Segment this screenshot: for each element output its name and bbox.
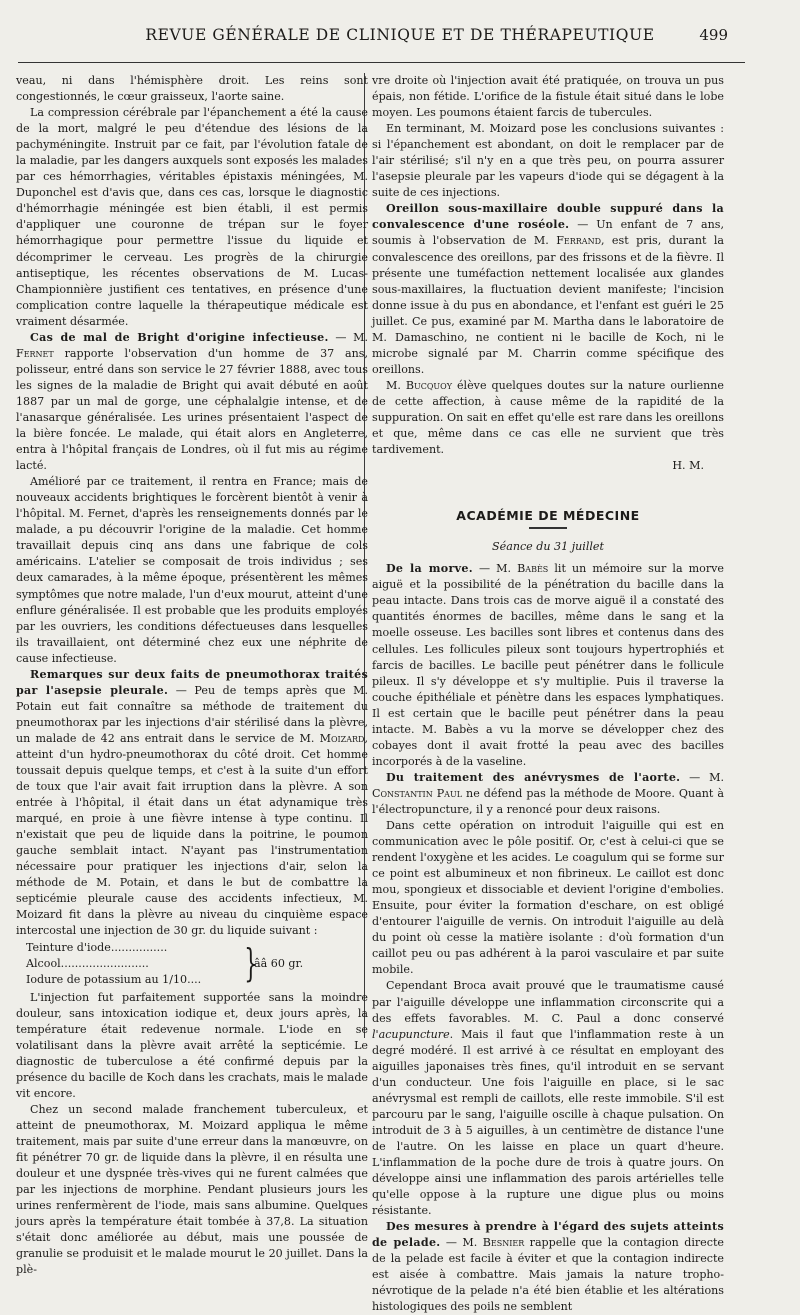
paragraph: vre droite où l'injection avait été pratiquée, on trouva un pus épais, non fétide. L'orifice de la fistule était situé dans le lobe moyen. Les poumons étaient farcis de tubercules. xyxy=(372,74,724,120)
author-name: Bucquoy xyxy=(405,378,453,392)
author-name: Moizard xyxy=(319,731,365,745)
article-heading: Cas de mal de Bright d'origine infectieuse. xyxy=(30,330,329,344)
running-head: REVUE GÉNÉRALE DE CLINIQUE ET DE THÉRAPEUTIQUE xyxy=(145,26,655,44)
formula-dose: ââ 60 gr. xyxy=(254,956,304,970)
article-heading: De la morve. xyxy=(386,562,473,576)
right-column xyxy=(372,73,724,1315)
emphasis: l'acupuncture xyxy=(372,1027,450,1041)
left-column xyxy=(16,73,368,1278)
paragraph: L'injection fut parfaitement supportée sans la moindre douleur, sans intoxication iodique et, deux jours après, la température était redevenue normale. L'iode en se volatilisant dans la plèvre avait arrêté la septicémie. Le diagnostic de tuberculose a été confirmé depuis par la présence du bacille de Koch dans les crachats, mais le malade vit encore. xyxy=(16,990,368,1100)
article-paragraph: Cas de mal de Bright d'origine infectieuse. — M. Fernet rapporte l'observation d'un homme de 37 ans, polisseur, entré dans son service le 27 février 1888, avec tous les signes de la maladie de Bright qui avait débuté en août 1887 par un mal de gorge, une céphalalgie intense, et de l'anasarque généralisée. Les urines présentaient l'aspect de la bière foncée. Le malade, qui était alors en Angleterre, entra à l'hôpital français de Londres, où il fut mis au régime lacté. xyxy=(16,330,368,473)
page-header xyxy=(0,0,800,64)
paragraph: Amélioré par ce traitement, il rentra en France; mais de nouveaux accidents brightiques le forcèrent bientôt à venir à l'hôpital. M. Fernet, d'après les renseignements donnés par le malade, a pu découvrir l'origine de la maladie. Cet homme travaillait depuis cinq ans dans une fabrique de cols américains. L'atelier se composait de trois individus ; ses deux camarades, à la même époque, présentèrent les mêmes symptômes que notre malade, l'un d'eux mourut, atteint d'une enflure généralisée. Il est probable que les produits employés par les ouvriers, les conditions défectueuses dans lesquelles ils travaillaient, ont déterminé chez eux une néphrite de cause infectieuse. xyxy=(16,475,368,665)
section-rule xyxy=(529,527,567,529)
formula-block xyxy=(16,940,368,988)
header-rule xyxy=(18,62,745,63)
formula-line: Iodure de potassium au 1/10.... xyxy=(26,972,202,986)
formula-line: Teinture d'iode................ xyxy=(26,940,168,954)
article-paragraph: Remarques sur deux faits de pneumothorax traités par l'asepsie pleurale. — Peu de temps après que M. Potain eut fait connaître sa méthode de traitement du pneumothorax par les injections d'air stérilisé dans la plèvre, un malade de 42 ans entrait dans le service de M. Moizard, atteint d'un hydro-pneumothorax du côté droit. Cet homme toussait depuis quelque temps, et c'est à la suite d'un effort de toux que l'air avait fait irruption dans la plèvre. A son entrée à l'hôpital, il était dans un état adynamique très marqué, en proie à une fièvre intense à type continu. Il n'existait que peu de liquide dans la poitrine, le poumon gauche semblait intact. N'ayant pas l'instrumentation nécessaire pour pratiquer les injections d'air, selon la méthode de M. Potain, et dans le but de combattre la septicémie pleurale cause des accidents infectieux, M. Moizard fit dans la plèvre au niveau du cinquième espace intercostal une injection de 30 gr. du liquide suivant : xyxy=(16,667,368,938)
article-heading: Remarques sur deux faits de pneumothorax traités par l'asepsie pleurale. xyxy=(16,667,368,697)
author-name: Constantin Paul xyxy=(372,786,463,800)
paragraph: veau, ni dans l'hémisphère droit. Les reins sont congestionnés, le cœur graisseux, l'aorte saine. xyxy=(16,74,368,104)
article-heading: Des mesures à prendre à l'égard des sujets atteints de pelade. xyxy=(372,1220,724,1250)
signature: H. M. xyxy=(672,459,704,473)
section-title: ACADÉMIE DE MÉDECINE xyxy=(456,508,640,524)
paragraph: En terminant, M. Moizard pose les conclusions suivantes : si l'épanchement est abondant, on doit le remplacer par de l'air stérilisé; s'il n'y en a que très peu, on pourra assurer l'asepsie pleurale par les vapeurs d'iode qui se dégagent à la suite de ces injections. xyxy=(372,122,724,200)
author-name: Ferrand xyxy=(556,234,601,248)
article-paragraph: Oreillon sous-maxillaire double suppuré dans la convalescence d'une roséole. — Un enfant de 7 ans, soumis à l'observation de M. Ferrand, est pris, durant la convalescence des oreillons, par des frissons et de la fièvre. Il présente une tuméfaction nettement localisée aux glandes sous-maxillaires, la fluctuation devient manifeste; l'incision donne issue à du pus en abondance, et l'enfant est guéri le 25 juillet. Ce pus, examiné par M. Martha dans le laboratoire de M. Damaschino, ne contient ni le bacille de Koch, ni le microbe signalé par M. Charrin comme spécifique des oreillons. xyxy=(372,202,725,376)
article-paragraph: Du traitement des anévrysmes de l'aorte. — M. Constantin Paul ne défend pas la méthode de Moore. Quant à l'électropuncture, il y a renoncé pour deux raisons. xyxy=(372,770,724,816)
session-date: Séance du 31 juillet xyxy=(492,540,604,554)
article-heading: Oreillon sous-maxillaire double suppuré dans la convalescence d'une roséole. xyxy=(372,202,724,232)
author-name: Babès xyxy=(517,562,549,576)
article-heading: Du traitement des anévrysmes de l'aorte. xyxy=(386,770,681,784)
article-paragraph: De la morve. — M. Babès lit un mémoire sur la morve aiguë et la possibilité de la pénétration du bacille dans la peau intacte. Dans trois cas de morve aiguë il a constaté des quantités énormes de bacilles, même dans le sang et la moelle osseuse. Les bacilles sont libres et contenus dans des cellules. Les follicules pileux sont toujours hypertrophiés et farcis de bacilles. Le bacille peut pénétrer dans le follicule pileux. Il s'y développe et s'y multiplie. Puis il traverse la couche épithéliale et pénètre dans les espaces lymphatiques. Il est certain que le bacille peut pénétrer dans la peau intacte. M. Babès a vu la morve se développer chez des cobayes dont il avait frotté la peau avec des bacilles incorporés à de la vaseline. xyxy=(372,562,724,768)
author-name: Besnier xyxy=(482,1236,525,1250)
page-number: 499 xyxy=(699,26,728,44)
article-paragraph: Des mesures à prendre à l'égard des sujets atteints de pelade. — M. Besnier rappelle que la contagion directe de la pelade est facile à éviter et que la contagion indirecte est aisée à combattre. Mais jamais la nature tropho-névrotique de la pelade n'a été bien établie et les altérations histologiques des poils ne semblent xyxy=(372,1220,724,1314)
formula-line: Alcool......................... xyxy=(26,956,149,970)
paragraph: Cependant Broca avait prouvé que le traumatisme causé par l'aiguille développe une inflammation circonscrite qui a des effets favorables. M. C. Paul a donc conservé l'acupuncture. Mais il faut que l'inflammation reste à un degré modéré. Il est arrivé à ce résultat en employant des aiguilles japonaises très fines, qu'il introduit en se servant d'un conducteur. Une fois l'aiguille en place, si le sac anévrysmal est rempli de caillots, elle reste immobile. S'il est parcouru par le sang, l'aiguille oscille à chaque pulsation. On introduit de 3 à 5 aiguilles, à un centimètre de distance l'une de l'autre. On les laisse en place un quart d'heure. L'inflammation de la poche dure de trois à quatre jours. On développe ainsi une inflammation des parois artérielles telle qu'elle oppose à la rupture une digue plus ou moins résistante. xyxy=(372,979,724,1218)
brace-glyph: } xyxy=(244,940,258,985)
paragraph: La compression cérébrale par l'épanchement a été la cause de la mort, malgré le peu d'étendue des lésions de la pachyméningite. Instruit par ce fait, par l'évolution fatale de la maladie, par les dangers auxquels sont exposés les malades par ces hémorrhagies, véritables épistaxis méningées, M. Duponchel est d'avis que, dans ces cas, lorsque le diagnostic d'hémorrhagie méningée est bien établi, il est permis d'appliquer une couronne de trépan sur le foyer hémorrhagique pour permettre l'issue du liquide et décomprimer le cerveau. Les progrès de la chirurgie antiseptique, les récentes observations de M. Lucas-Championnière justifient ces tentatives, en présence d'une complication contre laquelle la thérapeutique médicale est vraiment désarmée. xyxy=(16,106,368,328)
paragraph: Chez un second malade franchement tuberculeux, et atteint de pneumothorax, M. Moizard appliqua le même traitement, mais par suite d'une erreur dans la manœuvre, on fit pénétrer 70 gr. de liquide dans la plèvre, il en résulta une douleur et une dyspnée très-vives qui ne furent calmées que par les injections de morphine. Pendant plusieurs jours les urines renfermèrent de l'iode, mais sans albumine. Quelques jours après la température était tombée à 37,8. La situation s'était donc améliorée au début, mais une poussée de granulie se produisit et le malade mourut le 20 juillet. Dans la plè- xyxy=(16,1102,368,1277)
article-paragraph: M. Bucquoy élève quelques doutes sur la nature ourlienne de cette affection, à cause même de la rapidité de la suppuration. On sait en effet qu'elle est rare dans les oreillons et que, même dans ce cas elle ne survient que très tardivement. H. M. xyxy=(372,378,724,474)
author-name: Fernet xyxy=(16,346,54,360)
paragraph: Dans cette opération on introduit l'aiguille qui est en communication avec le pôle positif. Or, c'est à celui-ci que se rendent l'oxygène et les acides. Le coagulum qui se forme sur ce point est albumineux et non fibrineux. Le caillot est donc mou, spongieux et dissociable et devient l'origine d'embolies. Ensuite, pour éviter la formation d'eschare, on est obligé d'entourer l'aiguille de vernis. On introduit l'aiguille au delà du point où cesse la matière isolante : d'où formation d'un caillot peu ou pas adhérent à la paroi vasculaire et par suite mobile. xyxy=(372,819,724,977)
